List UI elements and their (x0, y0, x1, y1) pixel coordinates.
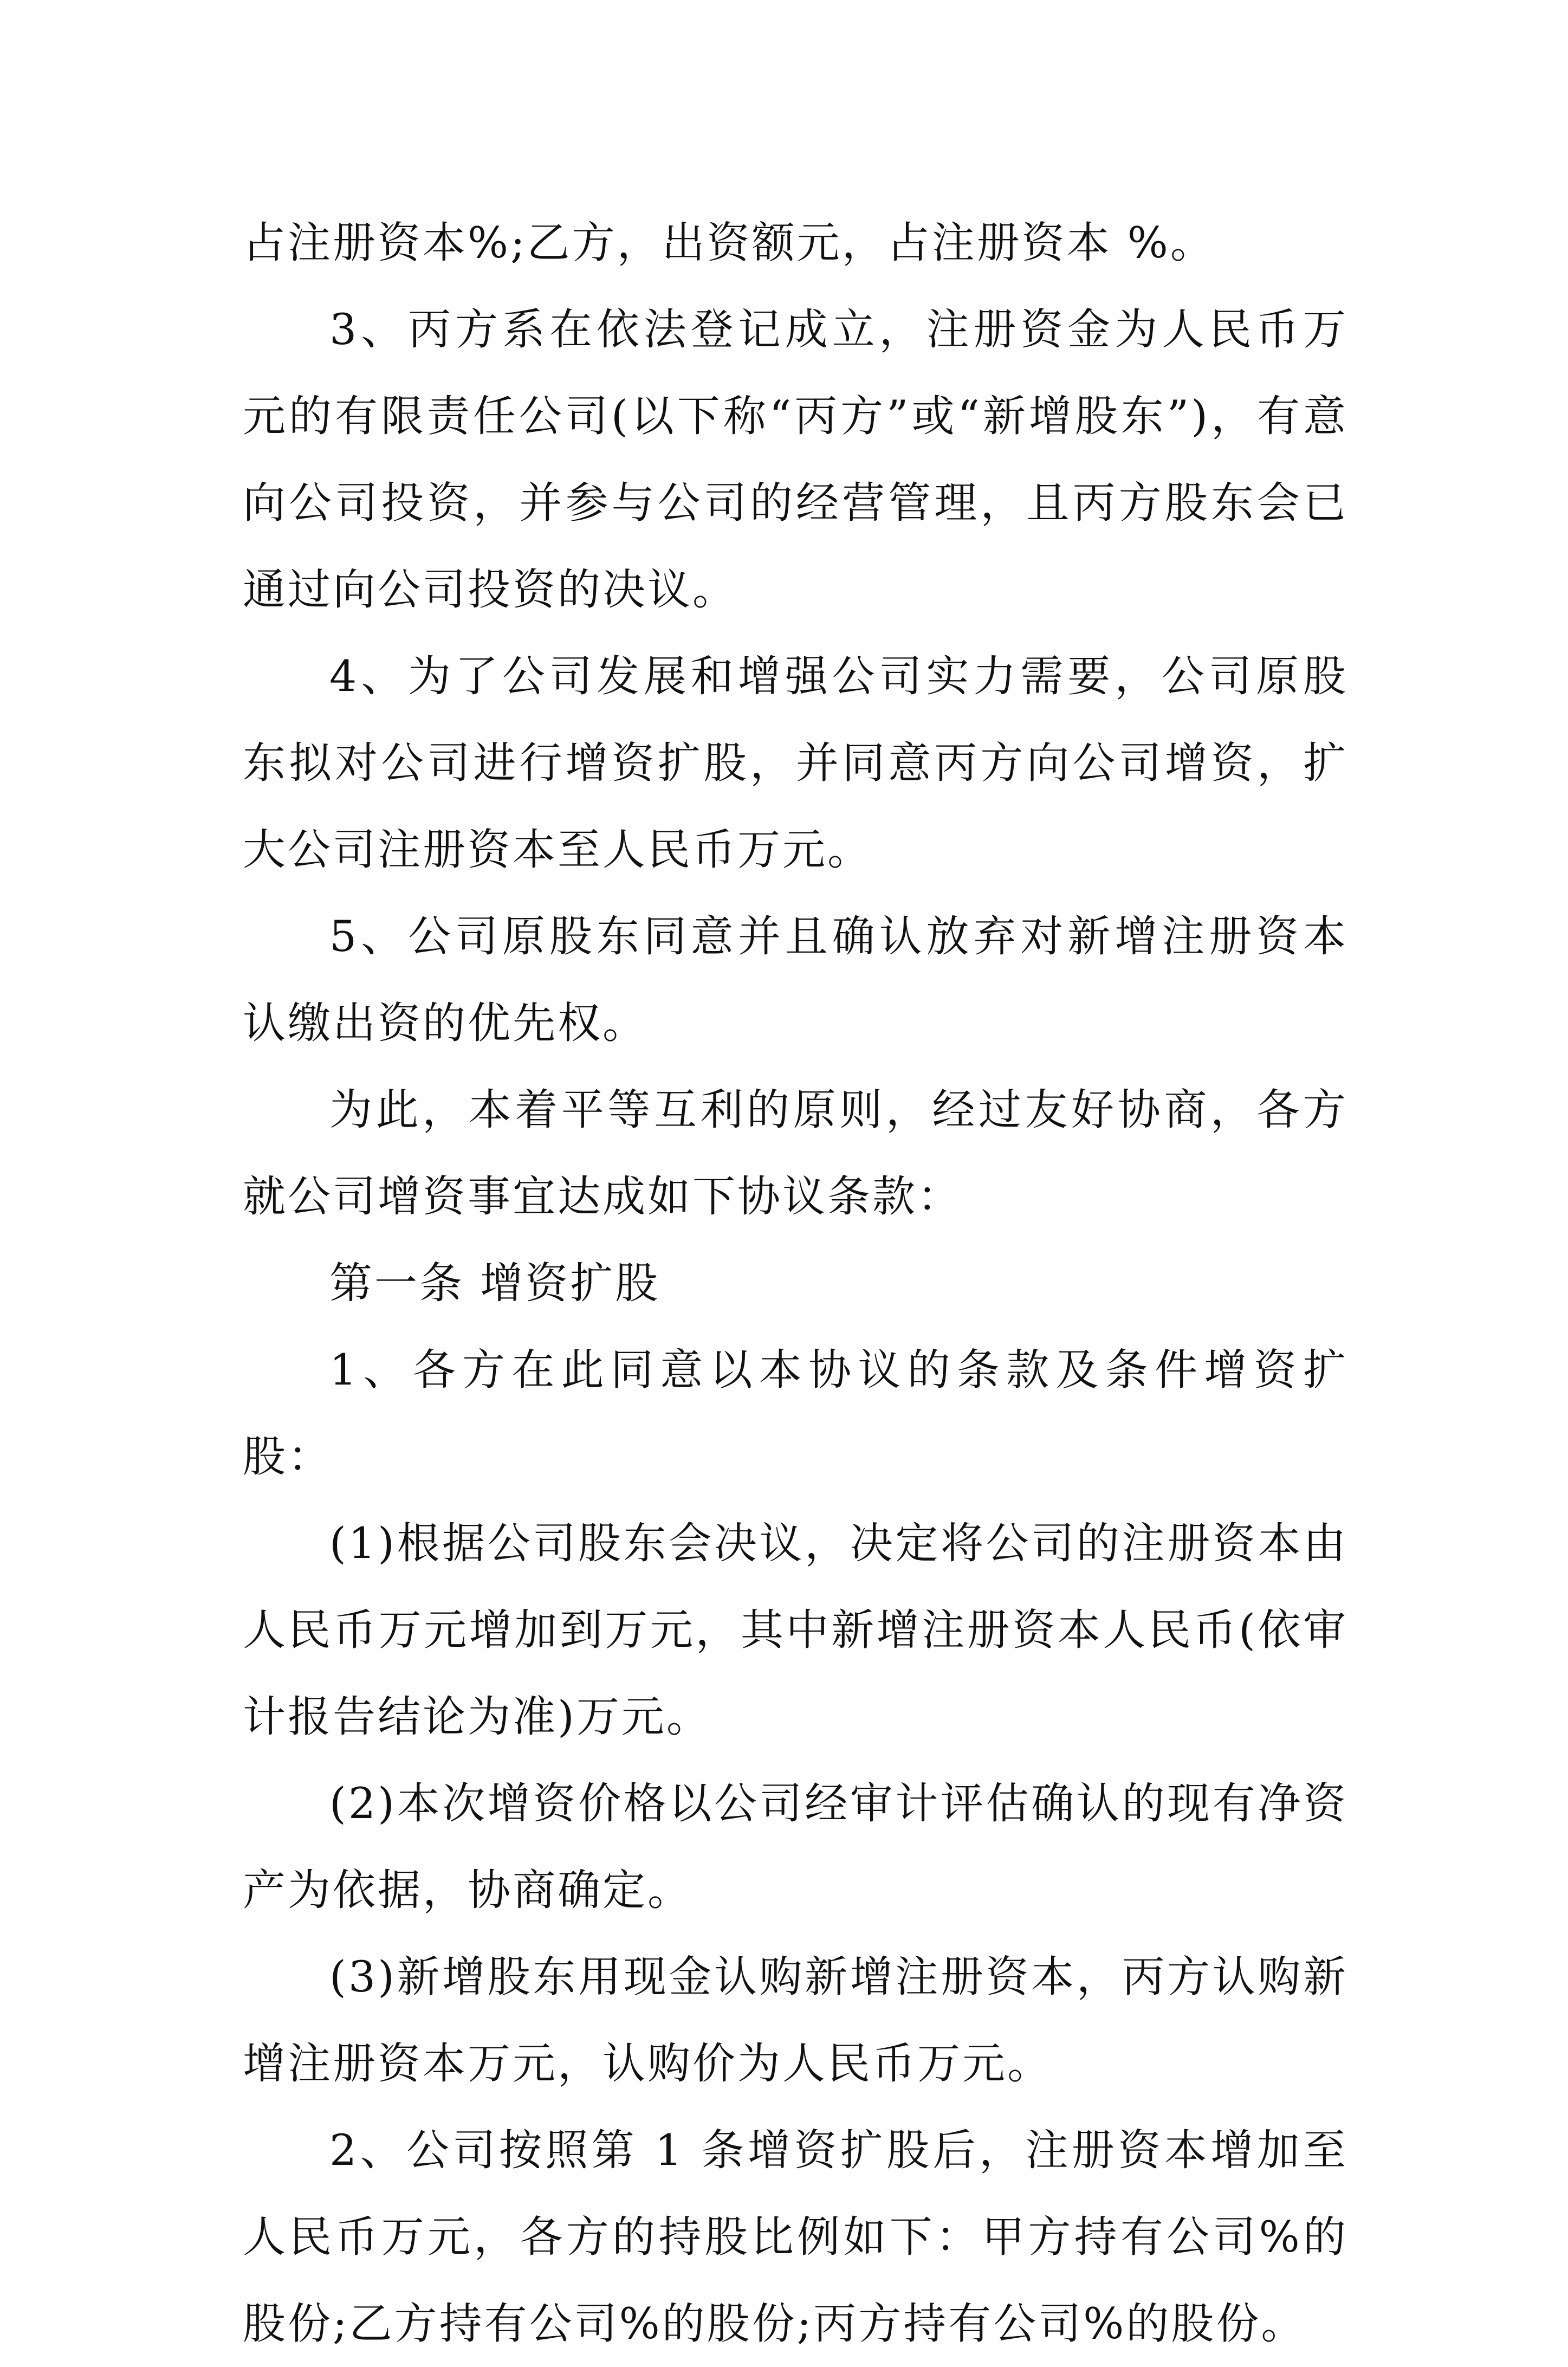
paragraph-2: 3、丙方系在依法登记成立，注册资金为人民币万元的有限责任公司(以下称“丙方”或“新增股东”)，有意向公司投资，并参与公司的经营管理，且丙方股东会已通过向公司投资的决议。 (243, 305, 1348, 615)
paragraph-10: (3)新增股东用现金认购新增注册资本，丙方认购新增注册资本万元，认购价为人民币万元。 (243, 1952, 1348, 2088)
paragraph-7: 1、各方在此同意以本协议的条款及条件增资扩股： (243, 1345, 1348, 1482)
paragraph-4: 5、公司原股东同意并且确认放弃对新增注册资本认缴出资的优先权。 (243, 911, 1348, 1048)
paragraph-3: 4、为了公司发展和增强公司实力需要，公司原股东拟对公司进行增资扩股，并同意丙方向公司增资，扩大公司注册资本至人民币万元。 (243, 651, 1348, 875)
document-body (243, 199, 1348, 2367)
paragraph-5: 为此，本着平等互利的原则，经过友好协商，各方就公司增资事宜达成如下协议条款： (243, 1085, 1348, 1221)
paragraph-8: (1)根据公司股东会决议，决定将公司的注册资本由人民币万元增加到万元，其中新增注册资本人民币(依审计报告结论为准)万元。 (243, 1518, 1348, 1742)
paragraph-11: 2、公司按照第 1 条增资扩股后，注册资本增加至人民币万元，各方的持股比例如下：甲方持有公司%的股份;乙方持有公司%的股份;丙方持有公司%的股份。 (243, 2125, 1348, 2349)
article-heading: 第一条 增资扩股 (329, 1258, 660, 1308)
paragraph-1: 占注册资本%;乙方，出资额元，占注册资本 %。 (243, 218, 1215, 268)
paragraph-9: (2)本次增资价格以公司经审计评估确认的现有净资产为依据，协商确定。 (243, 1779, 1348, 1915)
